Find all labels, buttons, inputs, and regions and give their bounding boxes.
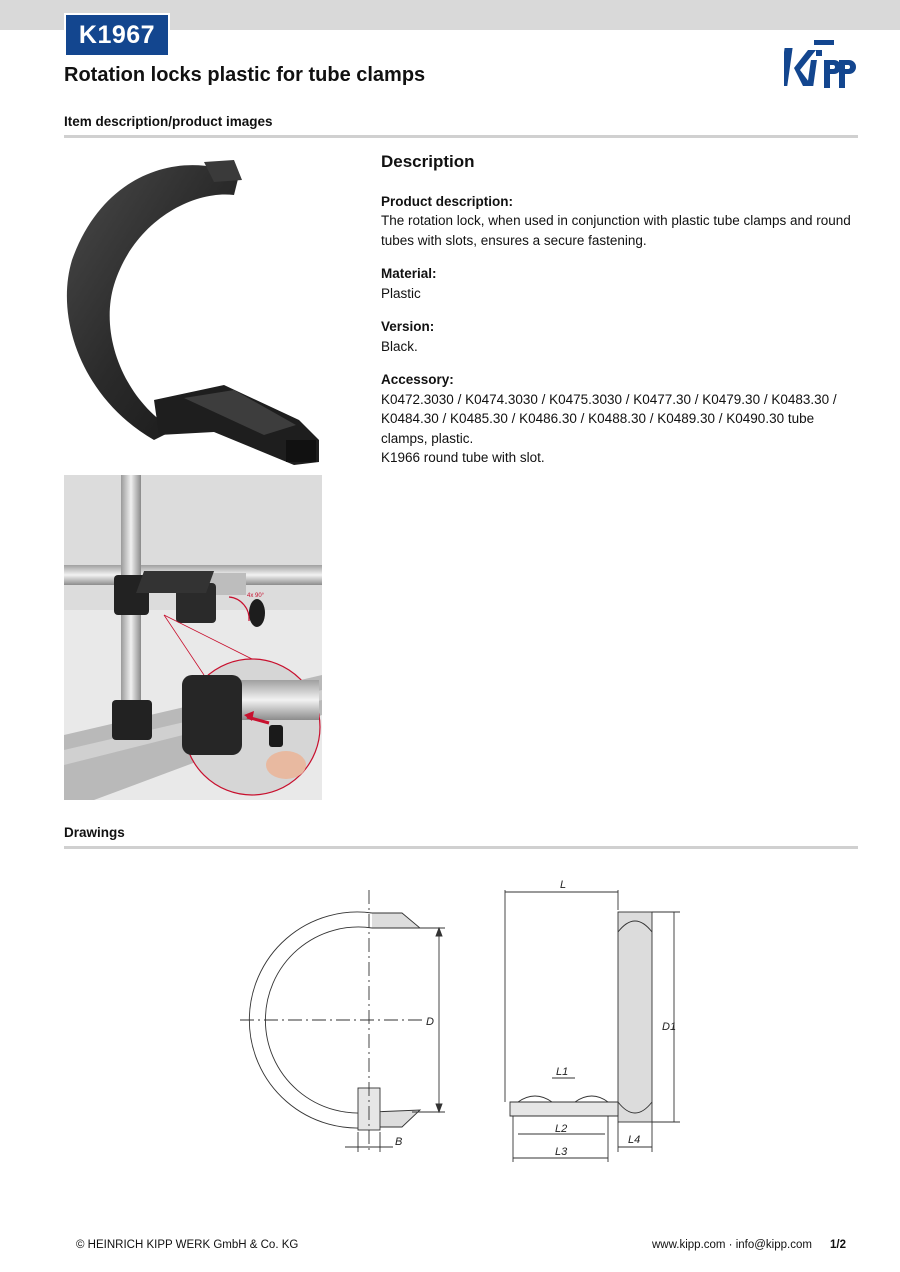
section-divider [64, 135, 858, 138]
rotation-label: 4x 90° [247, 593, 265, 599]
version-text: Black. [381, 338, 418, 354]
section-heading-images: Item description/product images [64, 114, 273, 129]
svg-text:Kipp: Kipp [784, 38, 787, 39]
description-heading: Description [381, 152, 475, 171]
technical-drawing [230, 870, 700, 1170]
product-image-rotation-lock [64, 150, 326, 470]
dim-l2-label: L2 [555, 1123, 568, 1135]
application-image [64, 475, 322, 800]
product-description-text: The rotation lock, when used in conjunction with plastic tube clamps and round tubes with slots, ensures a secure fastening. [381, 213, 851, 248]
material-text: Plastic [381, 285, 421, 301]
accessory-text-2: K1966 round tube with slot. [381, 450, 545, 465]
version-label: Version: [381, 319, 435, 334]
dim-l1-label: L1 [556, 1066, 569, 1078]
product-description-label: Product description: [381, 193, 514, 209]
kipp-logo [784, 38, 860, 92]
section-divider-drawings [64, 846, 858, 849]
description-panel [381, 152, 851, 468]
material-label: Material: [381, 266, 437, 281]
dim-d-label: D [426, 1016, 434, 1028]
dim-b-label: B [395, 1136, 403, 1148]
page-title: Rotation locks plastic for tube clamps [64, 64, 426, 86]
dim-l-label: L [560, 879, 567, 891]
dim-d1-label: D1 [662, 1021, 677, 1033]
accessory-text: K0472.3030 / K0474.3030 / K0475.3030 / K0477.30 / K0479.30 / K0483.30 / K0484.30 / K0485.30 / K0486.30 / K0488.30 / K0489.30 / K0490.30 tube clamps, plastic. [381, 391, 837, 446]
footer-contact[interactable]: www.kipp.com · info@kipp.com [652, 1239, 812, 1251]
dim-l4-label: L4 [628, 1134, 641, 1146]
footer-page-number: 1/2 [830, 1239, 846, 1251]
accessory-label: Accessory: [381, 372, 454, 387]
item-code-badge: K1967 [64, 13, 170, 57]
dim-l3-label: L3 [555, 1146, 568, 1158]
section-heading-drawings: Drawings [64, 825, 125, 840]
footer-copyright: © HEINRICH KIPP WERK GmbH & Co. KG [76, 1239, 299, 1251]
